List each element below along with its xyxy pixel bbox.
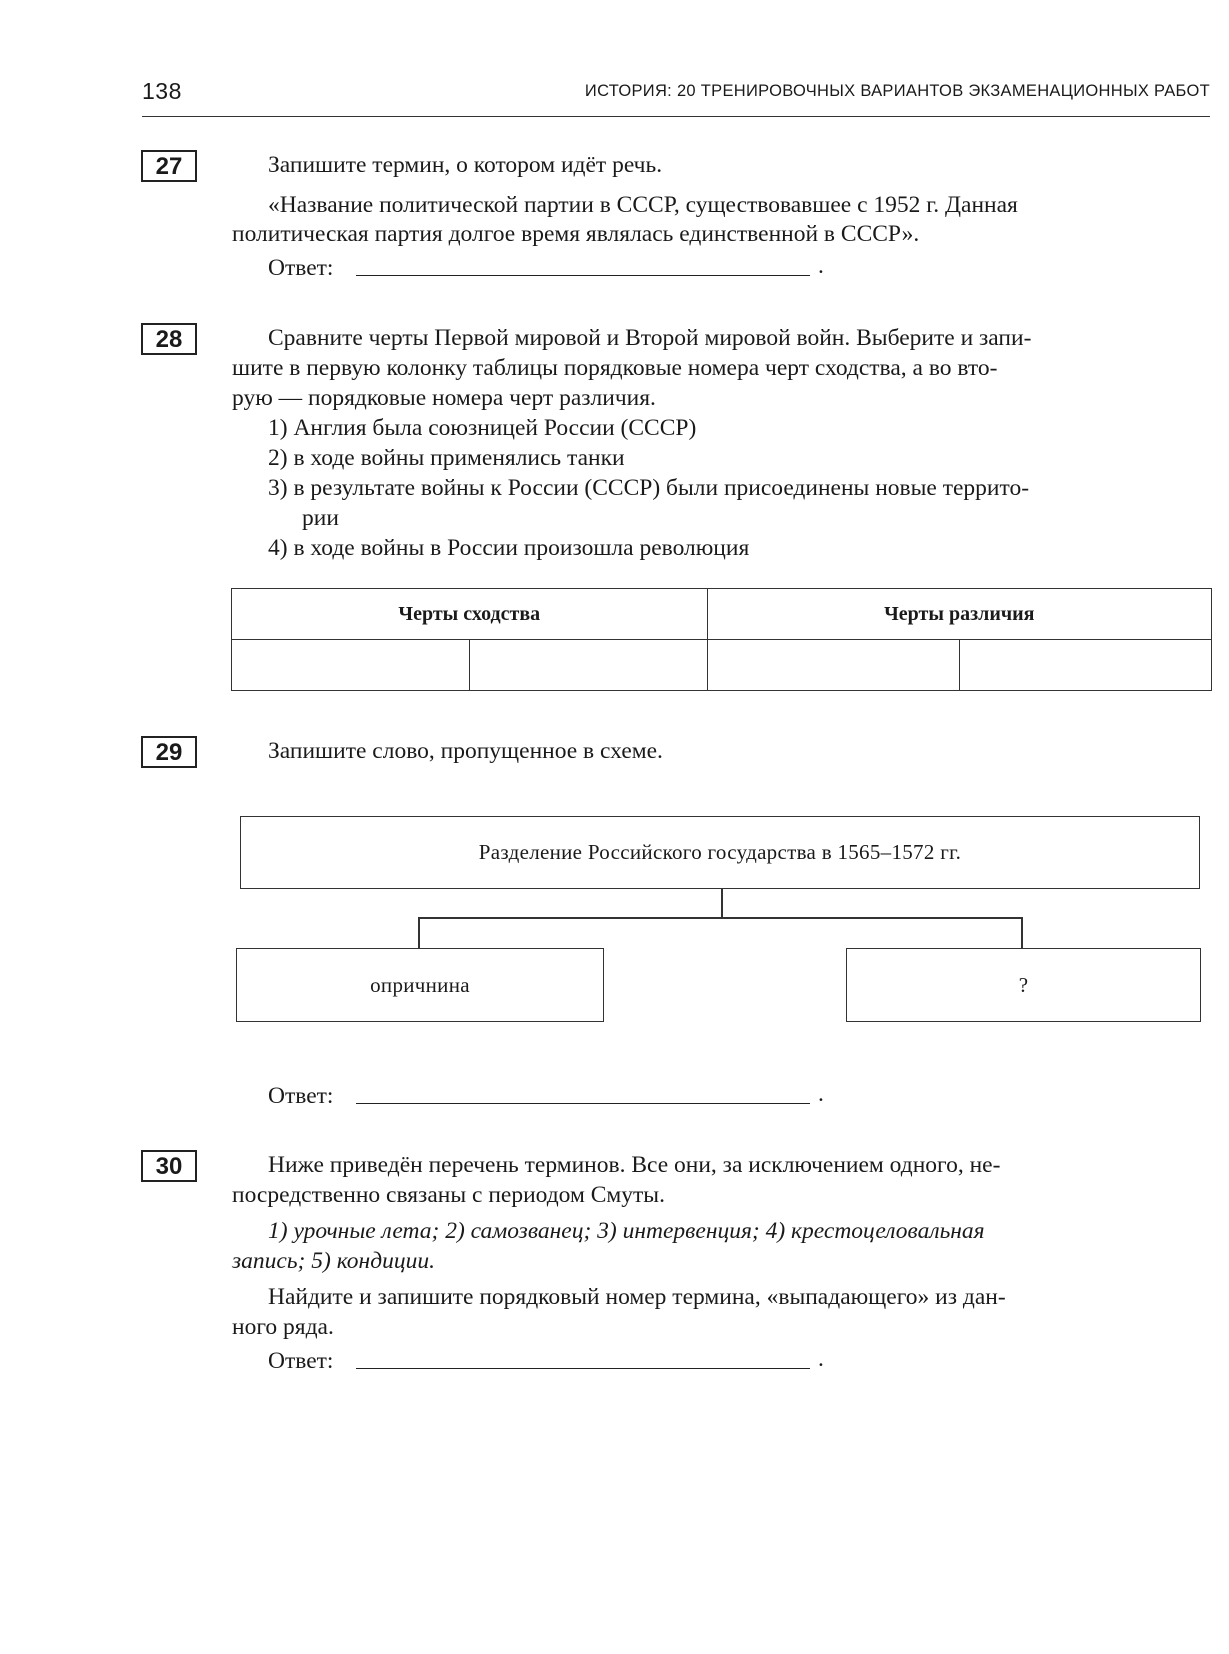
task-28-option-4: 4) в ходе войны в России произошла революция — [268, 535, 750, 561]
task-30-line-2: посредственно связаны с периодом Смуты. — [232, 1182, 665, 1208]
comparison-table — [231, 588, 1212, 691]
task-number-29: 29 — [141, 736, 197, 768]
scheme-left-label: опричнина — [370, 972, 470, 997]
task-29-answer-input[interactable] — [356, 1103, 810, 1104]
task-number-27: 27 — [141, 150, 197, 182]
task-27-prompt: Запишите термин, о котором идёт речь. — [268, 152, 663, 178]
scheme-top-box — [240, 816, 1200, 889]
task-28-option-3: 3) в результате войны к России (СССР) были присоединены новые террито- — [268, 475, 1030, 501]
task-29-answer-label: Ответ: — [268, 1083, 334, 1109]
scheme-connector-vertical — [721, 889, 723, 917]
page-header — [142, 78, 1210, 117]
running-title: ИСТОРИЯ: 20 ТРЕНИРОВОЧНЫХ ВАРИАНТОВ ЭКЗАМЕНАЦИОННЫХ РАБОТ — [584, 82, 1210, 100]
task-29-answer-dot: . — [818, 1081, 824, 1107]
scheme-top-label: Разделение Российского государства в 1565–1572 гг. — [478, 840, 962, 864]
task-number-28: 28 — [141, 323, 197, 355]
task-30-line-1: Ниже приведён перечень терминов. Все они, за исключением одного, не- — [268, 1152, 1001, 1178]
task-27-quote-line-1: «Название политической партии в СССР, существовавшее с 1952 г. Данная — [268, 192, 1018, 218]
scheme-connector-left — [418, 917, 420, 948]
task-28-option-3-continued: рии — [302, 505, 339, 531]
task-28-option-2: 2) в ходе войны применялись танки — [268, 445, 625, 471]
answer-cell-difference-2[interactable] — [959, 640, 1211, 691]
scheme-missing-label: ? — [1018, 972, 1029, 997]
task-28-line-2: шите в первую колонку таблицы порядковые номера черт сходства, а во вто- — [232, 355, 998, 381]
answer-cell-difference-1[interactable] — [707, 640, 959, 691]
task-30-answer-input[interactable] — [356, 1368, 810, 1369]
task-27-answer-dot: . — [818, 253, 824, 279]
column-header-differences: Черты различия — [707, 589, 1211, 640]
task-30-find-line-2: ного ряда. — [232, 1314, 334, 1340]
scheme-connector-horizontal — [418, 917, 1022, 919]
page-number: 138 — [142, 78, 182, 104]
task-30-answer-label: Ответ: — [268, 1348, 334, 1374]
scheme-right-box — [846, 948, 1201, 1022]
scheme-left-box — [236, 948, 604, 1022]
task-28-line-1: Сравните черты Первой мировой и Второй мировой войн. Выберите и запи- — [268, 325, 1032, 351]
task-27-answer-label: Ответ: — [268, 255, 334, 281]
answer-cell-similarity-1[interactable] — [232, 640, 470, 691]
column-header-similarities: Черты сходства — [232, 589, 708, 640]
task-27-quote-line-2: политическая партия долгое время являлась единственной в СССР». — [232, 221, 920, 247]
task-28-line-3: рую — порядковые номера черт различия. — [232, 385, 656, 411]
task-27-answer-input[interactable] — [356, 275, 810, 276]
answer-cell-similarity-2[interactable] — [469, 640, 707, 691]
task-30-answer-dot: . — [818, 1346, 824, 1372]
task-30-terms-line-1: 1) урочные лета; 2) самозванец; 3) интервенция; 4) крестоцеловальная — [268, 1218, 985, 1244]
scheme-connector-right — [1021, 917, 1023, 948]
task-30-find-line-1: Найдите и запишите порядковый номер термина, «выпадающего» из дан- — [268, 1284, 1006, 1310]
task-30-terms-line-2: запись; 5) кондиции. — [232, 1248, 435, 1274]
task-28-option-1: 1) Англия была союзницей России (СССР) — [268, 415, 697, 441]
task-number-30: 30 — [141, 1150, 197, 1182]
task-29-prompt: Запишите слово, пропущенное в схеме. — [268, 738, 663, 764]
